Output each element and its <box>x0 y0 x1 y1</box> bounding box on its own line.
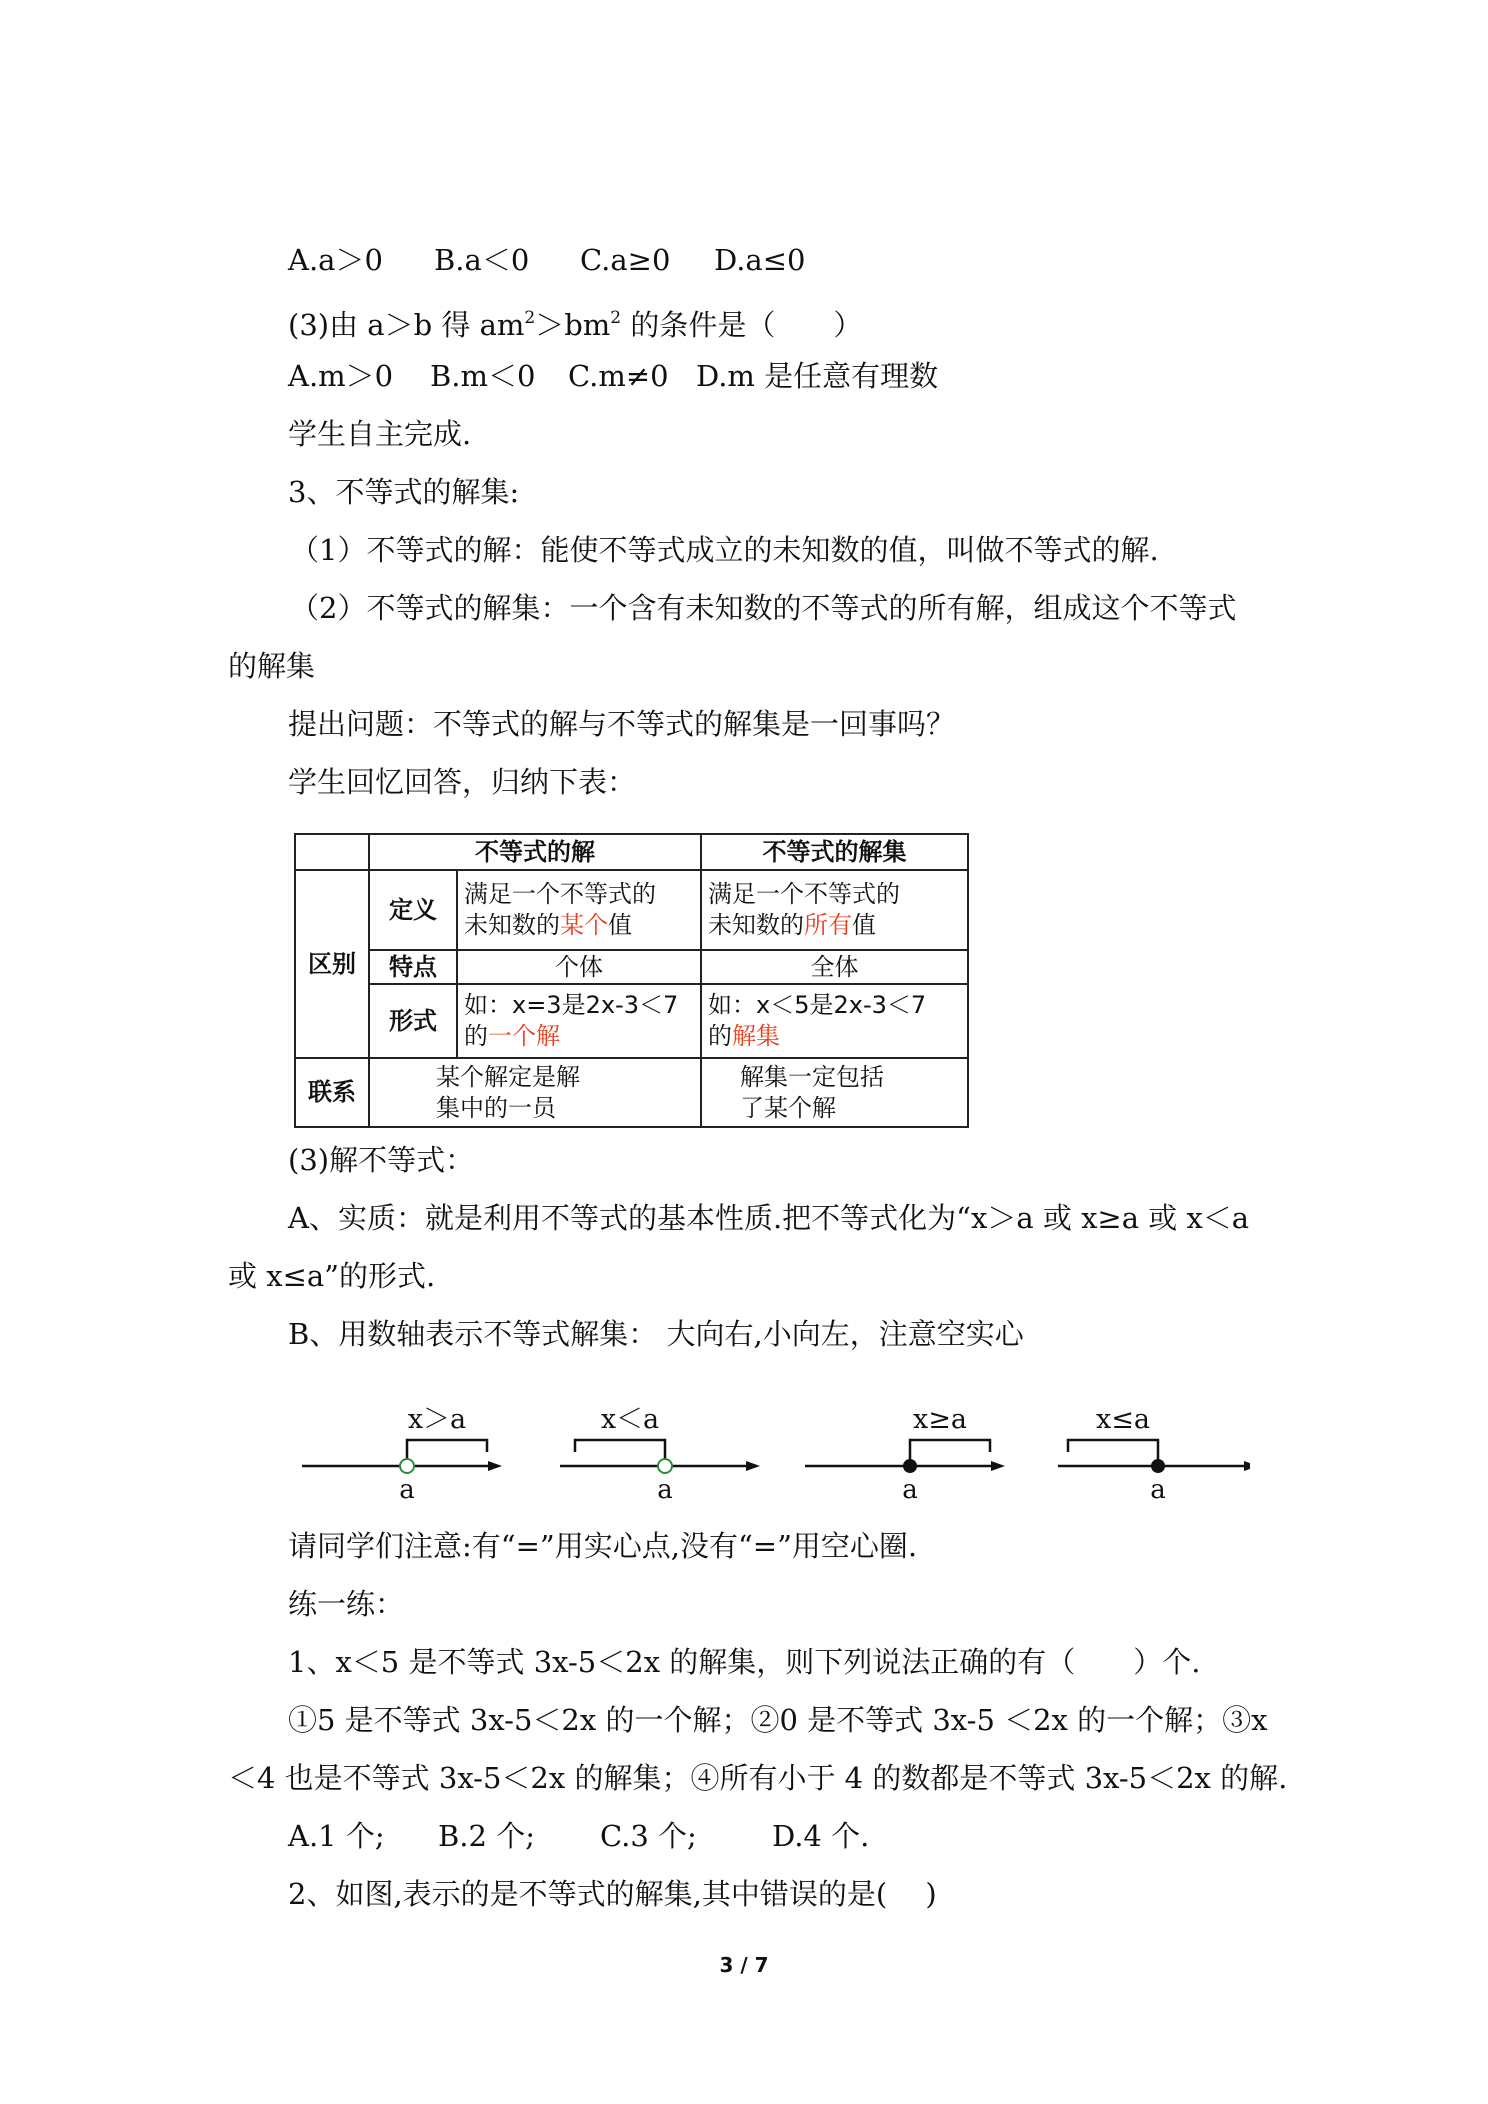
highlight-text: 所有 <box>804 911 852 939</box>
option-b: B.a＜0 <box>434 243 530 277</box>
row-label: 联系 <box>295 1058 369 1127</box>
cell-text: 的 <box>708 1022 732 1050</box>
options-line-1 <box>288 240 805 280</box>
option-a: A.a＞0 <box>288 243 383 277</box>
question-prompt: 提出问题：不等式的解与不等式的解集是一回事吗？ <box>288 707 956 741</box>
inequality-label: x≥a <box>913 1404 967 1435</box>
cell-text: 未知数的 <box>708 911 804 939</box>
table-cell <box>369 1058 701 1127</box>
point-label: a <box>902 1475 918 1500</box>
solution-bracket <box>1068 1440 1158 1462</box>
superscript: 2 <box>610 308 622 328</box>
exercise-1-statements-cont: ＜4 也是不等式 3x-5＜2x 的解集；④所有小于 4 的数都是不等式 3x-5＜2x 的解. <box>228 1761 1288 1795</box>
section-heading: 3、不等式的解集: <box>288 475 520 509</box>
paragraph: 或 x≤a”的形式. <box>228 1259 436 1293</box>
definition-2-cont: 的解集 <box>228 649 316 683</box>
table-cell <box>457 870 701 950</box>
highlight-text: 某个 <box>560 911 608 939</box>
option-b: B.m＜0 <box>430 359 536 393</box>
paragraph: 学生自主完成. <box>288 417 472 451</box>
inequality-label: x＞a <box>407 1404 467 1435</box>
cell-text: 某个解定是解 <box>436 1062 580 1091</box>
axis-arrow-icon <box>488 1461 502 1471</box>
question-text: 的条件是（ ） <box>621 308 863 342</box>
solution-bracket <box>575 1440 665 1462</box>
cell-text: 的 <box>464 1022 488 1050</box>
cell-text: 满足一个不等式的 <box>464 880 656 908</box>
option-d: D.a≤0 <box>714 243 806 277</box>
option-d: D.4 个. <box>772 1819 870 1853</box>
exercise-2: 2、如图,表示的是不等式的解集,其中错误的是( ) <box>288 1877 937 1911</box>
definition-1: （1）不等式的解：能使不等式成立的未知数的值，叫做不等式的解. <box>290 533 1159 567</box>
option-a: A.1 个; <box>288 1819 385 1853</box>
axis-arrow-icon <box>1244 1461 1250 1471</box>
practice-heading: 练一练： <box>288 1587 405 1621</box>
cell-text: 如：x=3是2x-3＜7 <box>464 991 679 1019</box>
table-cell <box>701 1058 968 1127</box>
table-header: 不等式的解集 <box>701 834 968 870</box>
cell-text: 未知数的 <box>464 911 560 939</box>
axis-arrow-icon <box>991 1461 1005 1471</box>
solid-dot-icon <box>903 1459 917 1473</box>
point-label: a <box>1150 1475 1166 1500</box>
open-dot-icon <box>658 1459 672 1473</box>
table-corner <box>295 834 369 870</box>
highlight-text: 解集 <box>732 1022 780 1050</box>
definition-2: （2）不等式的解集：一个含有未知数的不等式的所有解，组成这个不等式 <box>290 591 1237 625</box>
paragraph: A、实质：就是利用不等式的基本性质.把不等式化为“x＞a 或 x≥a 或 x＜a <box>288 1201 1250 1235</box>
solution-bracket <box>910 1440 990 1462</box>
section-heading: (3)解不等式： <box>288 1143 475 1177</box>
option-c: C.a≥0 <box>580 243 671 277</box>
page-number: 3 / 7 <box>719 1953 769 1977</box>
point-label: a <box>399 1475 415 1500</box>
table-cell: 全体 <box>701 950 968 984</box>
solid-dot-icon <box>1151 1459 1165 1473</box>
superscript: 2 <box>524 308 536 328</box>
option-c: C.3 个; <box>600 1819 697 1853</box>
cell-text: 如：x＜5是2x-3＜7 <box>708 991 927 1019</box>
question-3 <box>288 298 862 345</box>
axis-arrow-icon <box>746 1461 760 1471</box>
paragraph: B、用数轴表示不等式解集： 大向右,小向左，注意空实心 <box>288 1317 1024 1351</box>
cell-text: 解集一定包括 <box>740 1062 884 1091</box>
cell-text: 值 <box>852 911 876 939</box>
solution-bracket <box>407 1440 487 1462</box>
row-label: 定义 <box>369 870 457 950</box>
question-text: (3)由 a＞b 得 am <box>288 308 525 342</box>
table-header: 不等式的解 <box>369 834 701 870</box>
cell-text: 值 <box>608 911 632 939</box>
option-d: D.m 是任意有理数 <box>696 359 939 393</box>
inequality-label: x≤a <box>1096 1404 1150 1435</box>
table-cell: 个体 <box>457 950 701 984</box>
row-label: 形式 <box>369 984 457 1058</box>
table-cell <box>701 984 968 1058</box>
question-text: ＞bm <box>535 308 611 342</box>
option-a: A.m＞0 <box>288 359 394 393</box>
cell-text: 了某个解 <box>740 1093 836 1122</box>
cell-text: 满足一个不等式的 <box>708 880 900 908</box>
row-label: 特点 <box>369 950 457 984</box>
options-line-2 <box>288 356 938 396</box>
option-c: C.m≠0 <box>568 359 669 393</box>
exercise-1-statements: ①5 是不等式 3x-5＜2x 的一个解；②0 是不等式 3x-5 ＜2x 的一个解；③x <box>288 1703 1268 1737</box>
point-label: a <box>657 1475 673 1500</box>
row-group-label: 区别 <box>295 870 369 1058</box>
paragraph: 学生回忆回答，归纳下表： <box>288 765 637 799</box>
open-dot-icon <box>400 1459 414 1473</box>
highlight-text: 一个解 <box>488 1022 560 1050</box>
table-cell <box>701 870 968 950</box>
inequality-label: x＜a <box>600 1404 660 1435</box>
number-line-diagrams <box>290 1390 1250 1500</box>
options-line-3 <box>288 1816 869 1856</box>
comparison-table <box>294 833 969 1128</box>
table-cell <box>457 984 701 1058</box>
cell-text: 集中的一员 <box>436 1093 556 1122</box>
exercise-1: 1、x＜5 是不等式 3x-5＜2x 的解集，则下列说法正确的有（ ）个. <box>288 1645 1201 1679</box>
option-b: B.2 个; <box>438 1819 535 1853</box>
note: 请同学们注意:有“=”用实心点,没有“=”用空心圈. <box>288 1529 918 1563</box>
